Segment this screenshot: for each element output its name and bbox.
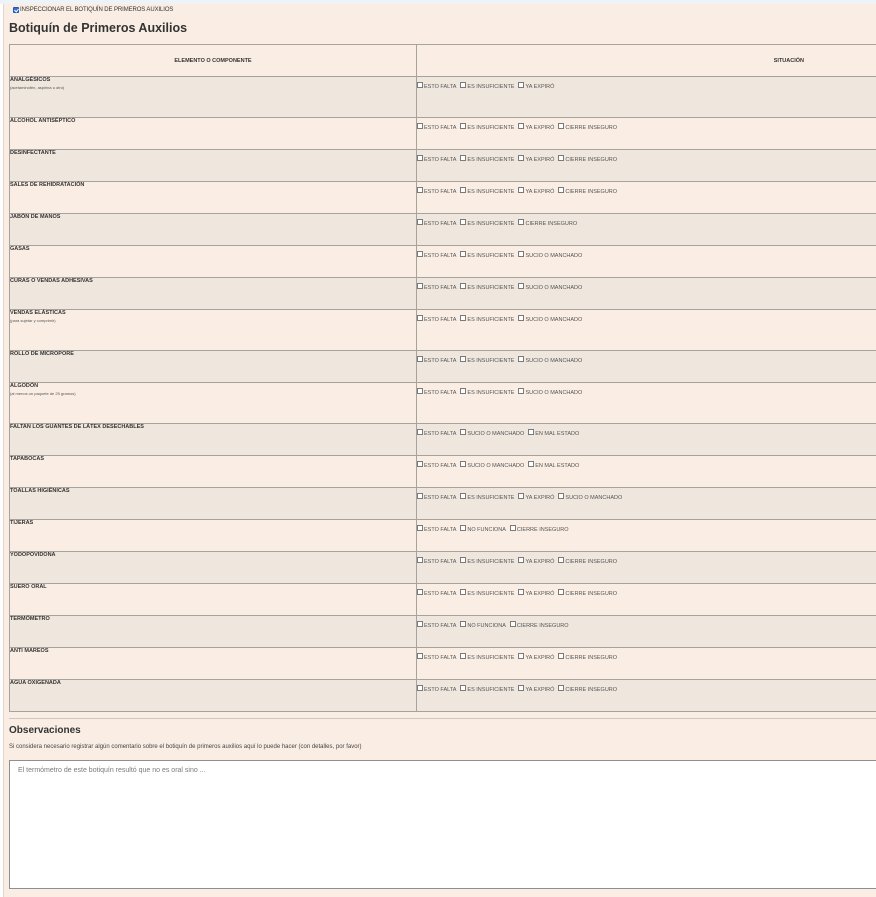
- situation-option-label: ESTO FALTA: [424, 156, 457, 163]
- situation-checkbox[interactable]: [558, 187, 564, 193]
- item-name: AGUA OXIGENADA: [10, 680, 61, 686]
- situation-checkbox[interactable]: [417, 82, 423, 88]
- situation-option[interactable]: [417, 687, 456, 694]
- situation-option-label: ES INSUFICIENTE: [467, 156, 515, 163]
- situation-options-cell: [417, 680, 876, 712]
- situation-checkbox[interactable]: [558, 685, 564, 691]
- situation-checkbox[interactable]: [518, 653, 524, 659]
- situation-checkbox[interactable]: [417, 123, 423, 129]
- observations-hint: Si considera necesario registrar algún comentario sobre el botiquín de primeros auxilios aquí lo puede hacer (con detalles, por favor): [9, 744, 362, 750]
- situation-checkbox[interactable]: [518, 356, 524, 362]
- situation-option-label: ES INSUFICIENTE: [467, 558, 515, 565]
- situation-option[interactable]: [460, 527, 506, 534]
- situation-option[interactable]: [417, 623, 456, 630]
- table-row: [10, 616, 876, 648]
- situation-checkbox[interactable]: [417, 685, 423, 691]
- situation-checkbox[interactable]: [460, 493, 466, 499]
- observations-title: Observaciones: [9, 725, 81, 736]
- situation-option-label: ESTO FALTA: [424, 252, 457, 259]
- situation-option[interactable]: [417, 495, 456, 502]
- table-row: [10, 383, 876, 424]
- situation-option[interactable]: [558, 591, 617, 598]
- item-name-cell: [10, 278, 417, 310]
- situation-option-label: ES INSUFICIENTE: [467, 220, 515, 227]
- situation-checkbox[interactable]: [460, 429, 466, 435]
- situation-option[interactable]: [518, 655, 554, 662]
- situation-checkbox[interactable]: [518, 493, 524, 499]
- situation-option[interactable]: [460, 655, 514, 662]
- situation-options-cell: [417, 456, 876, 488]
- kit-items-table: [9, 44, 876, 712]
- situation-checkbox[interactable]: [417, 653, 423, 659]
- situation-option-label: ES INSUFICIENTE: [467, 252, 515, 259]
- item-name: CURAS O VENDAS ADHESIVAS: [10, 278, 93, 284]
- situation-option-label: ESTO FALTA: [424, 462, 457, 469]
- situation-option-label: EN MAL ESTADO: [535, 430, 580, 437]
- situation-option[interactable]: [558, 559, 617, 566]
- situation-options-cell: [417, 77, 876, 118]
- situation-checkbox[interactable]: [417, 315, 423, 321]
- situation-checkbox[interactable]: [417, 429, 423, 435]
- table-row: [10, 310, 876, 351]
- situation-checkbox[interactable]: [460, 82, 466, 88]
- item-name-cell: [10, 680, 417, 712]
- situation-options-cell: [417, 351, 876, 383]
- table-row: [10, 424, 876, 456]
- situation-option-label: SUCIO O MANCHADO: [525, 252, 583, 259]
- situation-option-label: ESTO FALTA: [424, 357, 457, 364]
- situation-option[interactable]: [417, 431, 456, 438]
- item-name-cell: [10, 118, 417, 150]
- item-name-cell: [10, 424, 417, 456]
- item-name: ANTI MAREOS: [10, 648, 49, 654]
- situation-option[interactable]: [558, 157, 617, 164]
- situation-option[interactable]: [417, 559, 456, 566]
- situation-option[interactable]: [518, 189, 554, 196]
- situation-checkbox[interactable]: [518, 155, 524, 161]
- situation-checkbox[interactable]: [417, 589, 423, 595]
- situation-option-label: CIERRE INSEGURO: [565, 590, 618, 597]
- situation-checkbox[interactable]: [460, 356, 466, 362]
- situation-option[interactable]: [417, 84, 456, 91]
- table-row: [10, 584, 876, 616]
- table-row: [10, 351, 876, 383]
- table-row: [10, 214, 876, 246]
- situation-option-label: ES INSUFICIENTE: [467, 590, 515, 597]
- situation-option-label: YA EXPIRÓ: [525, 654, 555, 661]
- situation-checkbox[interactable]: [417, 356, 423, 362]
- situation-options-cell: [417, 616, 876, 648]
- table-row: [10, 520, 876, 552]
- situation-option-label: YA EXPIRÓ: [525, 558, 555, 565]
- situation-checkbox[interactable]: [558, 155, 564, 161]
- situation-checkbox[interactable]: [460, 251, 466, 257]
- situation-option-label: SUCIO O MANCHADO: [525, 316, 583, 323]
- item-name: ANALGÉSICOS: [10, 77, 51, 83]
- situation-option-label: ESTO FALTA: [424, 316, 457, 323]
- situation-option-label: YA EXPIRÓ: [525, 494, 555, 501]
- situation-option-label: CIERRE INSEGURO: [516, 526, 569, 533]
- situation-option-label: YA EXPIRÓ: [525, 188, 555, 195]
- table-row: [10, 278, 876, 310]
- situation-checkbox[interactable]: [518, 187, 524, 193]
- item-name-cell: [10, 351, 417, 383]
- situation-option[interactable]: [518, 157, 554, 164]
- item-name-cell: [10, 182, 417, 214]
- observations-textarea[interactable]: [9, 760, 876, 889]
- situation-option-label: CIERRE INSEGURO: [565, 686, 618, 693]
- item-name: SALES DE REHIDRATACIÓN: [10, 182, 85, 188]
- item-name-cell: [10, 616, 417, 648]
- item-name-cell: [10, 246, 417, 278]
- situation-options-cell: [417, 150, 876, 182]
- situation-option[interactable]: [518, 591, 554, 598]
- situation-option[interactable]: [417, 317, 456, 324]
- item-name: GASAS: [10, 246, 30, 252]
- situation-options-cell: [417, 584, 876, 616]
- situation-options-cell: [417, 424, 876, 456]
- situation-option[interactable]: [417, 285, 456, 292]
- situation-option-label: ESTO FALTA: [424, 430, 457, 437]
- situation-checkbox[interactable]: [460, 187, 466, 193]
- situation-option[interactable]: [460, 317, 514, 324]
- situation-option[interactable]: [460, 495, 514, 502]
- situation-option[interactable]: [510, 527, 569, 534]
- situation-option-label: YA EXPIRÓ: [525, 83, 555, 90]
- item-name: TOALLAS HIGIÉNICAS: [10, 488, 70, 494]
- situation-option[interactable]: [417, 527, 456, 534]
- situation-option-label: SUCIO O MANCHADO: [467, 430, 525, 437]
- situation-option[interactable]: [558, 125, 617, 132]
- situation-checkbox[interactable]: [460, 461, 466, 467]
- header-element: ELEMENTO O COMPONENTE: [10, 45, 417, 77]
- situation-checkbox[interactable]: [460, 589, 466, 595]
- header-situation: SITUACIÓN: [417, 45, 876, 77]
- table-row: [10, 118, 876, 150]
- situation-options-cell: [417, 246, 876, 278]
- inspect-kit-checkbox[interactable]: [13, 7, 19, 13]
- situation-checkbox[interactable]: [518, 283, 524, 289]
- item-name-cell: [10, 310, 417, 351]
- situation-option-label: ESTO FALTA: [424, 389, 457, 396]
- situation-option[interactable]: [460, 591, 514, 598]
- table-row: [10, 488, 876, 520]
- situation-option[interactable]: [460, 559, 514, 566]
- situation-option-label: CIERRE INSEGURO: [565, 124, 618, 131]
- situation-checkbox[interactable]: [417, 461, 423, 467]
- situation-option-label: ES INSUFICIENTE: [467, 83, 515, 90]
- situation-option[interactable]: [518, 317, 582, 324]
- situation-checkbox[interactable]: [558, 493, 564, 499]
- table-row: [10, 648, 876, 680]
- situation-option-label: ES INSUFICIENTE: [467, 124, 515, 131]
- situation-options-cell: [417, 488, 876, 520]
- situation-options-cell: [417, 520, 876, 552]
- situation-option[interactable]: [417, 358, 456, 365]
- situation-option-label: ESTO FALTA: [424, 494, 457, 501]
- item-note: (para sujetar y comprimir): [10, 318, 56, 323]
- situation-option[interactable]: [460, 687, 514, 694]
- section-title: Botiquín de Primeros Auxilios: [9, 21, 188, 35]
- situation-options-cell: [417, 383, 876, 424]
- situation-option[interactable]: [460, 189, 514, 196]
- situation-checkbox[interactable]: [417, 283, 423, 289]
- situation-checkbox[interactable]: [417, 388, 423, 394]
- situation-option-label: ESTO FALTA: [424, 686, 457, 693]
- situation-checkbox[interactable]: [558, 557, 564, 563]
- situation-option-label: SUCIO O MANCHADO: [565, 494, 623, 501]
- situation-option[interactable]: [518, 495, 554, 502]
- situation-option-label: ES INSUFICIENTE: [467, 188, 515, 195]
- situation-checkbox[interactable]: [518, 219, 524, 225]
- situation-checkbox[interactable]: [417, 493, 423, 499]
- situation-option-label: ES INSUFICIENTE: [467, 494, 515, 501]
- situation-checkbox[interactable]: [460, 123, 466, 129]
- situation-option[interactable]: [460, 623, 506, 630]
- situation-option-label: CIERRE INSEGURO: [525, 220, 578, 227]
- situation-option-label: ES INSUFICIENTE: [467, 357, 515, 364]
- item-name: TAPABOCAS: [10, 456, 45, 462]
- situation-checkbox[interactable]: [558, 589, 564, 595]
- item-name-cell: [10, 214, 417, 246]
- item-note: (acetaminofén, aspirina u otro): [10, 85, 65, 90]
- situation-checkbox[interactable]: [528, 461, 534, 467]
- table-row: [10, 680, 876, 712]
- situation-option[interactable]: [417, 189, 456, 196]
- item-name: FALTAN LOS GUANTES DE LÁTEX DESECHABLES: [10, 424, 144, 430]
- situation-option[interactable]: [518, 285, 582, 292]
- situation-option[interactable]: [417, 591, 456, 598]
- situation-checkbox[interactable]: [417, 525, 423, 531]
- situation-option[interactable]: [417, 463, 456, 470]
- item-name: YODOPOVIDONA: [10, 552, 56, 558]
- situation-option-label: ESTO FALTA: [424, 83, 457, 90]
- situation-checkbox[interactable]: [460, 621, 466, 627]
- situation-option-label: NO FUNCIONA: [467, 526, 506, 533]
- situation-option-label: ESTO FALTA: [424, 284, 457, 291]
- situation-option-label: SUCIO O MANCHADO: [525, 284, 583, 291]
- situation-option-label: CIERRE INSEGURO: [565, 654, 618, 661]
- situation-option[interactable]: [510, 623, 569, 630]
- item-name-cell: [10, 488, 417, 520]
- situation-option[interactable]: [528, 431, 579, 438]
- situation-option-label: EN MAL ESTADO: [535, 462, 580, 469]
- situation-option[interactable]: [518, 125, 554, 132]
- situation-checkbox[interactable]: [518, 251, 524, 257]
- situation-checkbox[interactable]: [518, 82, 524, 88]
- situation-checkbox[interactable]: [528, 429, 534, 435]
- situation-option-label: ESTO FALTA: [424, 558, 457, 565]
- situation-option[interactable]: [558, 495, 622, 502]
- situation-option-label: ESTO FALTA: [424, 622, 457, 629]
- situation-option-label: CIERRE INSEGURO: [565, 188, 618, 195]
- situation-checkbox[interactable]: [460, 155, 466, 161]
- situation-option[interactable]: [460, 84, 514, 91]
- situation-checkbox[interactable]: [460, 557, 466, 563]
- situation-option[interactable]: [417, 655, 456, 662]
- situation-option[interactable]: [518, 253, 582, 260]
- situation-option-label: ESTO FALTA: [424, 188, 457, 195]
- situation-checkbox[interactable]: [460, 315, 466, 321]
- item-name-cell: [10, 520, 417, 552]
- inspect-kit-toggle[interactable]: [13, 7, 173, 13]
- situation-option[interactable]: [460, 463, 524, 470]
- situation-option[interactable]: [460, 285, 514, 292]
- situation-checkbox[interactable]: [518, 557, 524, 563]
- situation-option-label: CIERRE INSEGURO: [565, 156, 618, 163]
- situation-option-label: ES INSUFICIENTE: [467, 654, 515, 661]
- table-header-row: [10, 45, 876, 77]
- item-name: SUERO ORAL: [10, 584, 47, 590]
- situation-checkbox[interactable]: [460, 653, 466, 659]
- situation-checkbox[interactable]: [558, 123, 564, 129]
- situation-checkbox[interactable]: [460, 685, 466, 691]
- situation-checkbox[interactable]: [417, 155, 423, 161]
- situation-checkbox[interactable]: [518, 123, 524, 129]
- situation-options-cell: [417, 214, 876, 246]
- item-name-cell: [10, 456, 417, 488]
- situation-option-label: SUCIO O MANCHADO: [525, 357, 583, 364]
- table-row: [10, 150, 876, 182]
- situation-options-cell: [417, 182, 876, 214]
- item-name: ALGODÓN: [10, 383, 39, 389]
- situation-checkbox[interactable]: [518, 388, 524, 394]
- situation-checkbox[interactable]: [510, 621, 516, 627]
- situation-options-cell: [417, 648, 876, 680]
- situation-option-label: YA EXPIRÓ: [525, 124, 555, 131]
- situation-option-label: ESTO FALTA: [424, 654, 457, 661]
- situation-checkbox[interactable]: [460, 283, 466, 289]
- situation-checkbox[interactable]: [510, 525, 516, 531]
- situation-option[interactable]: [417, 390, 456, 397]
- situation-option[interactable]: [417, 253, 456, 260]
- item-name: TIJERAS: [10, 520, 34, 526]
- situation-checkbox[interactable]: [417, 557, 423, 563]
- situation-option[interactable]: [518, 358, 582, 365]
- item-name-cell: [10, 648, 417, 680]
- situation-option-label: YA EXPIRÓ: [525, 590, 555, 597]
- situation-option-label: SUCIO O MANCHADO: [525, 389, 583, 396]
- situation-option-label: NO FUNCIONA: [467, 622, 506, 629]
- item-name-cell: [10, 77, 417, 118]
- situation-option[interactable]: [558, 687, 617, 694]
- situation-option[interactable]: [417, 157, 456, 164]
- item-name: ROLLO DE MICROPORE: [10, 351, 74, 357]
- divider: [9, 718, 876, 719]
- situation-checkbox[interactable]: [518, 315, 524, 321]
- situation-option[interactable]: [460, 431, 524, 438]
- table-row: [10, 77, 876, 118]
- situation-option-label: ES INSUFICIENTE: [467, 316, 515, 323]
- table-row: [10, 246, 876, 278]
- item-name: DESINFECTANTE: [10, 150, 56, 156]
- item-name: TERMÓMETRO: [10, 616, 50, 622]
- situation-option[interactable]: [518, 687, 554, 694]
- table-row: [10, 456, 876, 488]
- situation-option-label: SUCIO O MANCHADO: [467, 462, 525, 469]
- situation-option-label: ESTO FALTA: [424, 220, 457, 227]
- situation-option-label: YA EXPIRÓ: [525, 686, 555, 693]
- situation-option[interactable]: [528, 463, 579, 470]
- table-row: [10, 552, 876, 584]
- item-name-cell: [10, 150, 417, 182]
- situation-option[interactable]: [460, 253, 514, 260]
- situation-options-cell: [417, 552, 876, 584]
- situation-option[interactable]: [417, 125, 456, 132]
- situation-option[interactable]: [460, 358, 514, 365]
- situation-checkbox[interactable]: [460, 525, 466, 531]
- situation-checkbox[interactable]: [460, 388, 466, 394]
- situation-option[interactable]: [460, 125, 514, 132]
- situation-option-label: ES INSUFICIENTE: [467, 686, 515, 693]
- inspect-kit-label: INSPECCIONAR EL BOTIQUÍN DE PRIMEROS AUXILIOS: [20, 7, 174, 13]
- item-name: ALCOHOL ANTISÉPTICO: [10, 118, 76, 124]
- situation-option-label: ESTO FALTA: [424, 526, 457, 533]
- situation-option-label: ES INSUFICIENTE: [467, 389, 515, 396]
- item-note: (al menos un paquete de 25 gramos): [10, 391, 76, 396]
- situation-option-label: ESTO FALTA: [424, 590, 457, 597]
- situation-option[interactable]: [558, 189, 617, 196]
- situation-checkbox[interactable]: [518, 589, 524, 595]
- situation-option[interactable]: [558, 655, 617, 662]
- table-row: [10, 182, 876, 214]
- situation-option[interactable]: [460, 390, 514, 397]
- item-name-cell: [10, 383, 417, 424]
- situation-option-label: CIERRE INSEGURO: [516, 622, 569, 629]
- item-name: JABÓN DE MANOS: [10, 214, 61, 220]
- situation-checkbox[interactable]: [417, 251, 423, 257]
- item-name: VENDAS ELÁSTICAS: [10, 310, 66, 316]
- situation-option-label: ES INSUFICIENTE: [467, 284, 515, 291]
- situation-option-label: YA EXPIRÓ: [525, 156, 555, 163]
- situation-option[interactable]: [417, 221, 456, 228]
- situation-checkbox[interactable]: [460, 219, 466, 225]
- situation-options-cell: [417, 278, 876, 310]
- situation-option[interactable]: [518, 221, 577, 228]
- situation-option[interactable]: [460, 157, 514, 164]
- situation-checkbox[interactable]: [417, 219, 423, 225]
- situation-option[interactable]: [518, 559, 554, 566]
- situation-option[interactable]: [518, 390, 582, 397]
- item-name-cell: [10, 584, 417, 616]
- situation-checkbox[interactable]: [417, 187, 423, 193]
- table-body: [10, 77, 876, 712]
- situation-option-label: ESTO FALTA: [424, 124, 457, 131]
- situation-checkbox[interactable]: [518, 685, 524, 691]
- situation-option[interactable]: [518, 84, 554, 91]
- situation-option-label: CIERRE INSEGURO: [565, 558, 618, 565]
- situation-options-cell: [417, 118, 876, 150]
- item-name-cell: [10, 552, 417, 584]
- situation-option[interactable]: [460, 221, 514, 228]
- situation-options-cell: [417, 310, 876, 351]
- situation-checkbox[interactable]: [417, 621, 423, 627]
- situation-checkbox[interactable]: [558, 653, 564, 659]
